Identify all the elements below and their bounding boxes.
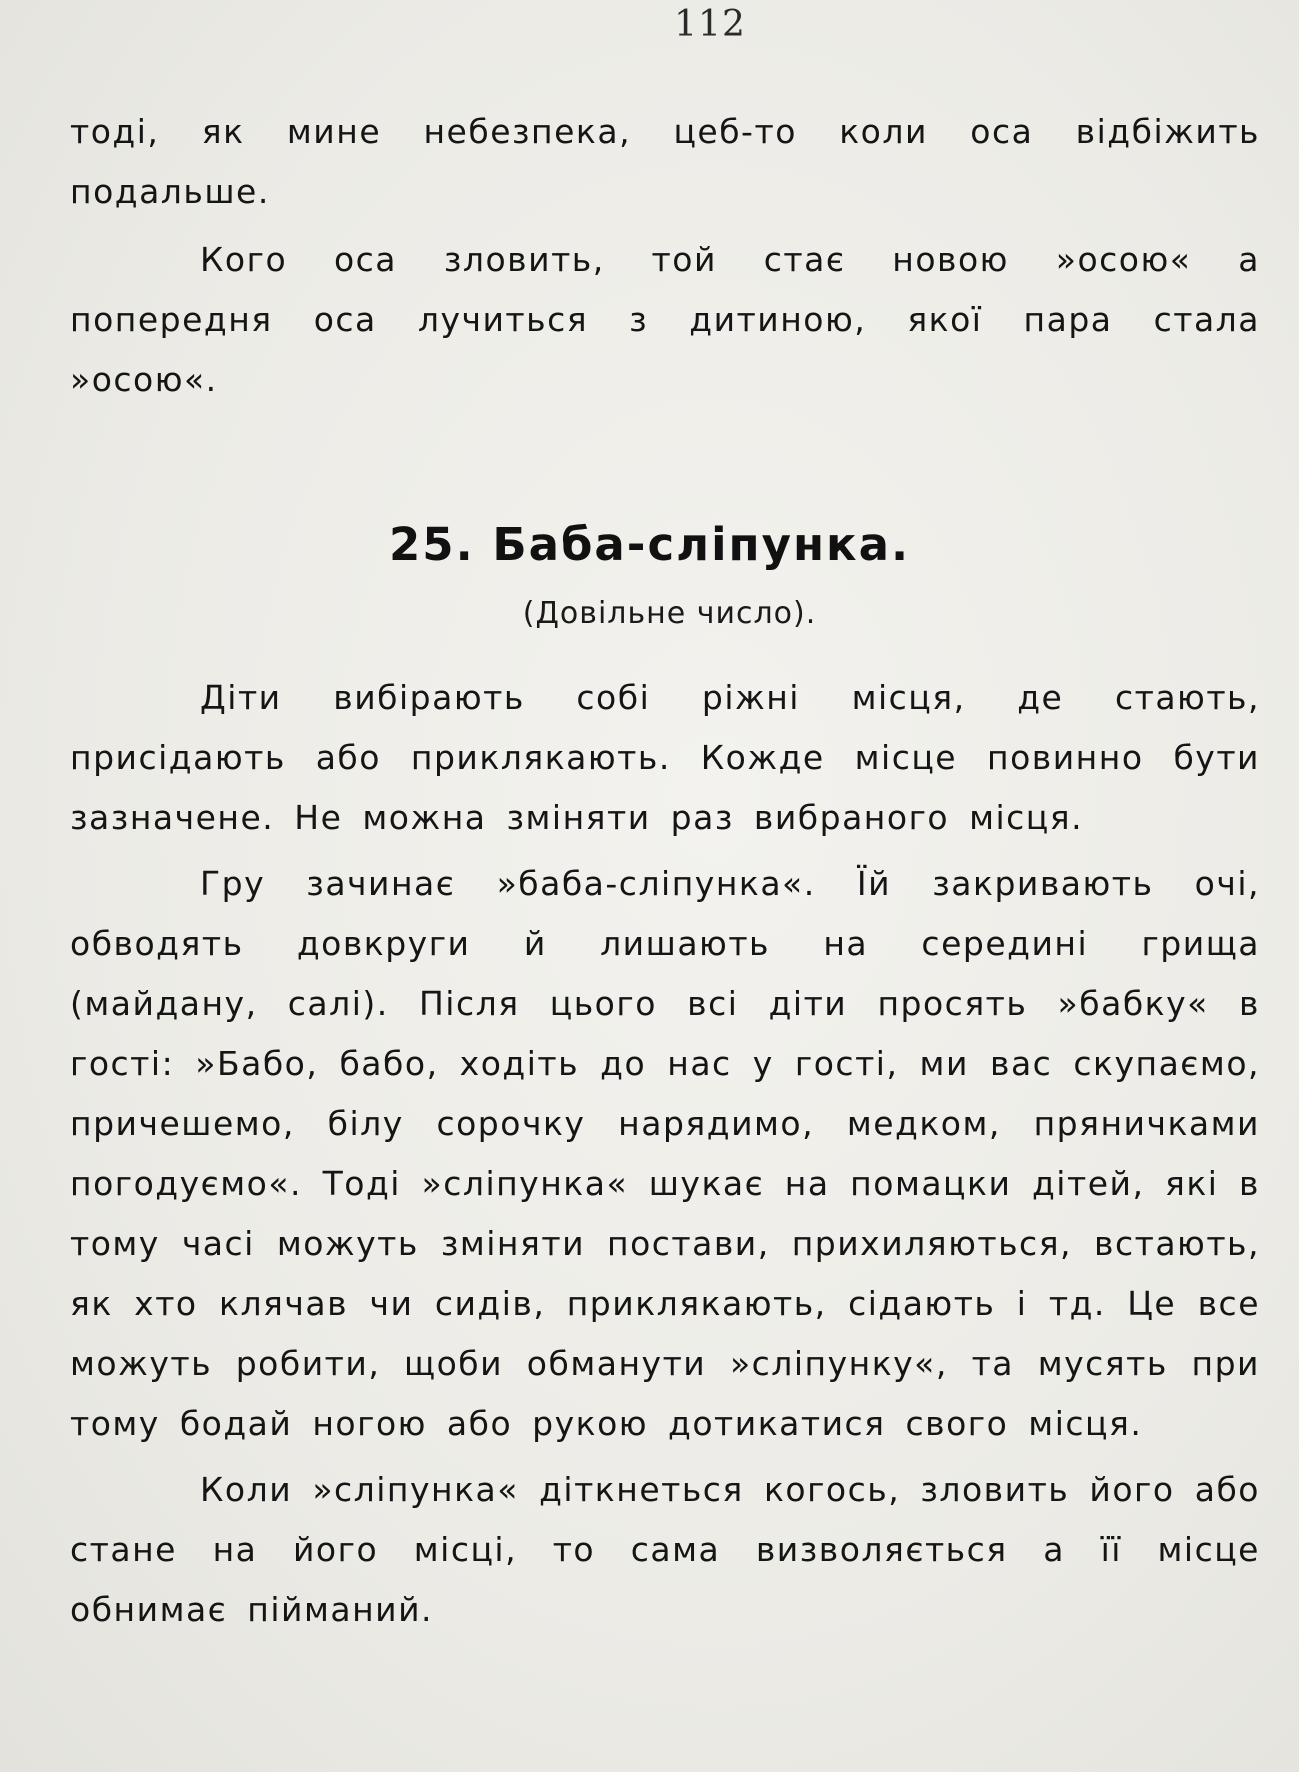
paragraph: Гру зачинає »баба-сліпунка«. Їй закривають очі, обводять довкруги й лишають на середині грища (майдану, салі). Після цього всі діти просять »бабку« в гості: »Бабо, бабо, ходіть до нас у гості, ми вас скупаємо, причешемо, білу сорочку нарядимо, медком, пряничками погодуємо«. Тоді »сліпунка« шукає на помацки дітей, які в тому часі можуть зміняти постави, прихиляються, встають, як хто клячав чи сидів, приклякають, сідають і тд. Це все можуть робити, щоби обманути »сліпунку«, та мусять при тому бодай ногою або рукою дотикатися свого місця. xyxy=(70,864,1260,1443)
section-body xyxy=(70,668,1260,1640)
paragraph: Кого оса зловить, той стає новою »осою« а попередня оса лучиться з дитиною, якої пара стала »осою«. xyxy=(70,240,1260,399)
page-number: 112 xyxy=(674,4,746,45)
paragraph: тоді, як мине небезпека, цеб-то коли оса відбіжить подальше. xyxy=(70,112,1260,211)
section-subtitle: (Довільне число). xyxy=(522,596,817,631)
intro-text xyxy=(70,102,1260,410)
section-title: 25. Баба-сліпунка. xyxy=(388,518,911,571)
paragraph: Діти вибірають собі ріжні місця, де стають, присідають або приклякають. Кожде місце повинно бути зазначене. Не можна зміняти раз вибраного місця. xyxy=(70,678,1260,837)
paragraph: Коли »сліпунка« діткнеться когось, зловить його або стане на його місці, то сама визволяється а її місце обнимає пійманий. xyxy=(70,1470,1260,1629)
